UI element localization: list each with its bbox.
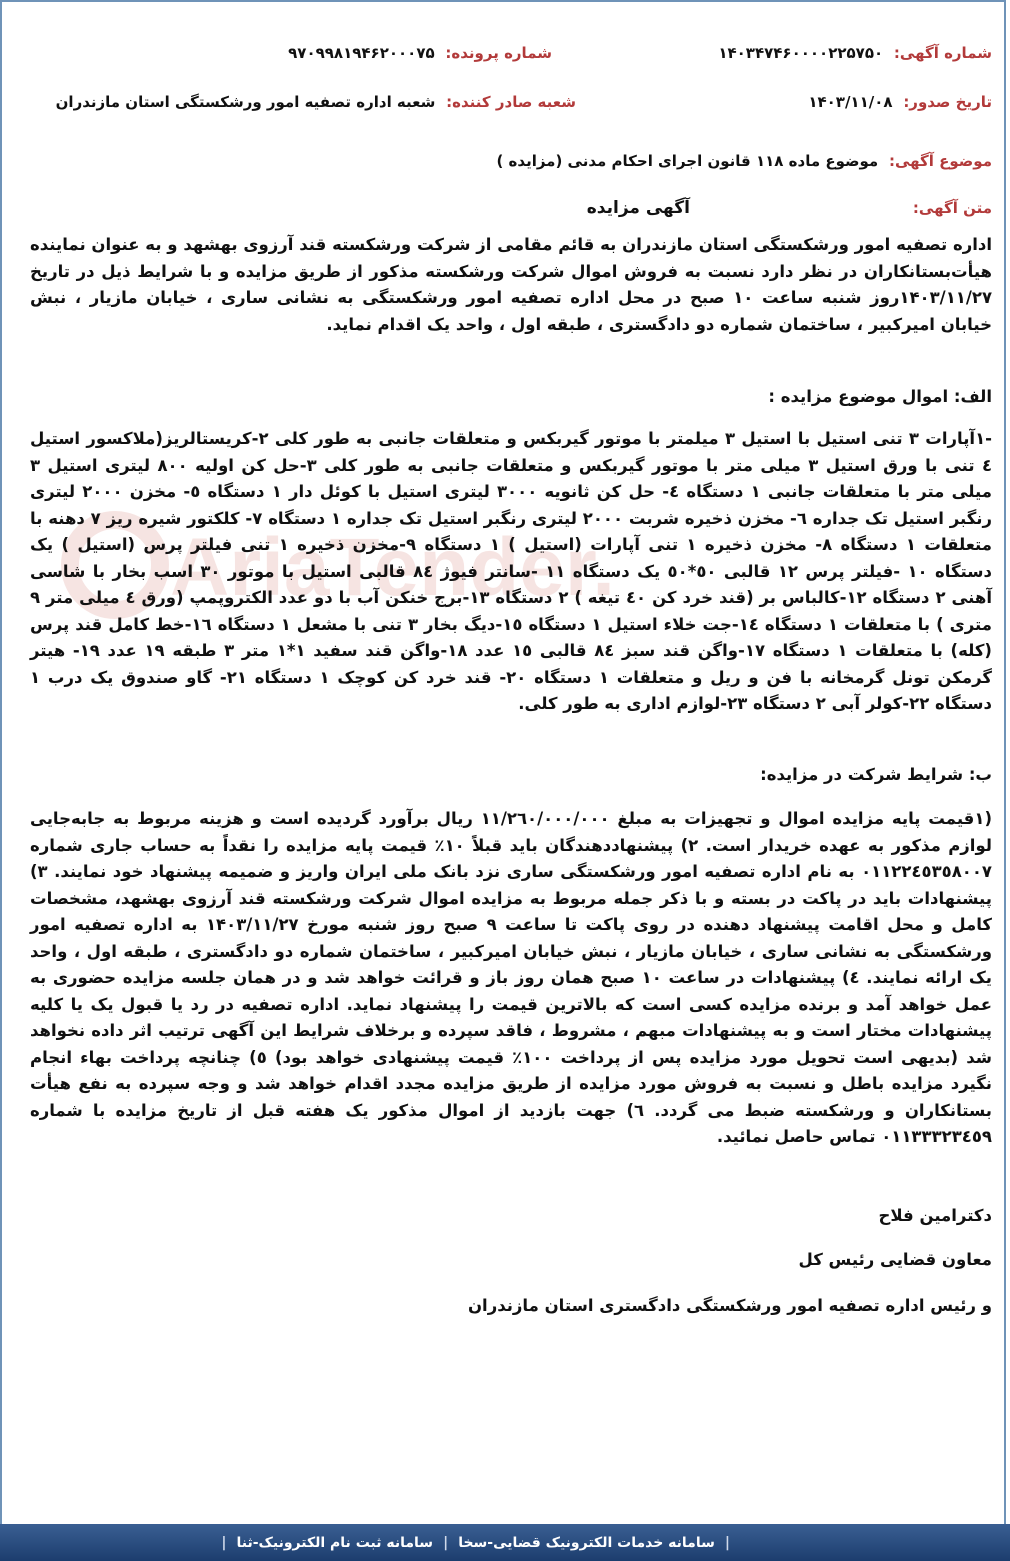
signature-position-2: و رئیس اداره تصفیه امور ورشکستگی دادگستری استان مازندران xyxy=(467,1296,992,1315)
section-a-title: الف: اموال موضوع مزایده : xyxy=(768,387,992,406)
issue-date-row xyxy=(808,93,992,111)
footer-bar: | سامانه خدمات الکترونیک قضایی-سخا | سامانه ثبت نام الکترونیک-ثنا | xyxy=(0,1524,1010,1561)
notice-number: ۱۴۰۳۴۷۴۶۰۰۰۰۲۲۵۷۵۰ xyxy=(718,44,884,62)
subject: موضوع ماده ۱۱۸ قانون اجرای احکام مدنی (مزایده ) xyxy=(496,152,879,170)
text-label-row xyxy=(907,199,992,217)
issuer: شعبه اداره تصفیه امور ورشکستگی استان مازندران xyxy=(55,93,436,111)
signature-position-1: معاون قضایی رئیس کل xyxy=(798,1250,992,1269)
issuer-row xyxy=(56,93,576,111)
footer-link-sakha[interactable]: سامانه خدمات الکترونیک قضایی-سخا xyxy=(458,1534,715,1551)
case-number: ۹۷۰۹۹۸۱۹۴۶۲۰۰۰۷۵ xyxy=(288,44,435,62)
notice-number-row xyxy=(718,44,992,62)
notice-number-label: شماره آگهی: xyxy=(893,44,992,62)
notice-title: آگهی مزایده xyxy=(586,198,690,218)
issuer-label: شعبه صادر کننده: xyxy=(446,93,576,111)
intro-paragraph: اداره تصفیه امور ورشکستگی استان مازندران به قائم مقامی از شرکت ورشکسته قند آرزوی بهشهد و به عنوان نماینده هیأت‌بستانکاران در نظر دارد نسبت به فروش اموال شرکت ورشکسته مذکور از طریق مزایده و با شرایط ذیل در تاریخ ۱۴۰۳/۱۱/۲۷روز شنبه ساعت ۱۰ صبح در محل اداره تصفیه امور ورشکستگی به نشانی ساری ، خیابان مازیار ، نبش خیابان امیرکبیر ، ساختمان شماره دو دادگستری ، طبقه اول ، واحد یک اقدام نماید. xyxy=(30,235,993,334)
subject-label: موضوع آگهی: xyxy=(888,152,992,170)
section-b-title: ب: شرایط شرکت در مزایده: xyxy=(760,765,992,784)
footer-link-sana[interactable]: سامانه ثبت نام الکترونیک-ثنا xyxy=(236,1534,434,1551)
case-number-label: شماره پرونده: xyxy=(445,44,552,62)
section-a-items: -۱آپارات ۳ تنی استیل با استیل ۳ میلمتر با موتور گیربکس و متعلقات جانبی به طور کلی ۲-کریستالریز(ملاکسور استیل ٤ تنی با ورق استیل ۳ میلی متر با موتور گیربکس و متعلقات جانبی به طور کلی ۳-حل کن اولیه ۸۰۰ لیتری استیل ۳ میلی متر با متعلقات جانبی ۱ دستگاه ٤- حل کن ثانویه ۳۰۰۰ لیتری استیل با کوئل دار ۱ دستگاه ٥- مخزن ۲۰۰۰ لیتری رنگبر استیل تک جداره ٦- مخزن ذخیره شربت ۲۰۰۰ لیتری رنگبر استیل تک جداره ۱ دستگاه ۷- کلکتور شیره ریز ۷ دهنه با متعلقات ۱ دستگاه ۸- مخزن ذخیره ۱ تنی آپارات (استیل ) ۱ دستگاه ۹-مخزن ذخیره ۱ تنی فیلتر پرس (استیل ) یک دستگاه ۱۰ -فیلتر پرس ۱۲ قالبی ٥٠*٥٠ یک دستگاه ۱۱ -سانتر فیوژ ۸٤ قالبی استیل با موتور ۳۰ اسب بخار با شاسی آهنی ۲ دستگاه ۱۲-کالباس بر (قند خرد کن ٤٠ تیغه ) ۲ دستگاه ۱۳-برج خنکن آب با دو عدد الکتروپمپ (ورق ٤ میلی متر ۹ متری ) با متعلقات ۱ دستگاه ۱٤-جت خلاء استیل ۱ دستگاه ۱٥-دیگ بخار ۳ تنی با مشعل ۱ دستگاه ۱٦-خط کامل قند پرس (کله) با متعلقات ۱ دستگاه ۱۷-واگن قند سبز ۸٤ قالبی ۱٥ عدد ۱۸-واگن قند سفید ۱*۱ متر ۳ طبقه ۱۹ عدد ۱۹- هیتر گرمکن تونل گرمخانه با فن و ریل و متعلقات ۱ دستگاه ۲۰- قند خرد کن کوچک ۱ دستگاه ۲۱- گاو صندوق یک درب ۱ دستگاه ۲۲-کولر آبی ۲ دستگاه ۲۳-لوازم اداری به طور کلی. xyxy=(30,429,993,713)
section-b-conditions: (۱قیمت پایه مزایده اموال و تجهیزات به مبلغ ۱۱/۲٦۰/۰۰۰/۰۰۰ ریال برآورد گردیده است و هزینه مربوط به جابه‌جایی لوازم مذکور به عهده خریدار است. ۲) پیشنهاددهندگان باید قبلاً ۱۰٪ قیمت پایه مزایده را نقداً به حساب جاری شماره ۰۱۱۲۲٤٥۳٥۸۰۰۷ به نام اداره تصفیه امور ورشکستگی ساری نزد بانک ملی ایران واریز و ضمیمه پیشنهاد خود نمایند. ۳) پیشنهادات باید در پاکت در بسته و با ذکر جمله مربوط به مزایده اموال شرکت ورشکسته قند آرزوی بهشهد، مشخصات کامل و محل اقامت پیشنهاد دهنده در روی پاکت تا ساعت ۹ صبح روز شنبه مورخ ۱۴۰۳/۱۱/۲۷ به اداره تصفیه امور ورشکستگی به نشانی ساری ، خیابان مازیار ، نبش خیابان امیرکبیر ، ساختمان شماره دو دادگستری ، طبقه اول ، واحد یک ارائه نمایند. ٤) پیشنهادات در ساعت ۱۰ صبح همان روز باز و قرائت خواهد شد و در همان جلسه مزایده حضوری به عمل خواهد آمد و برنده مزایده کسی است که بالاترین قیمت را پیشنهاد نماید. اداره تصفیه در رد یا قبول یک یا کلیه پیشنهادات مختار است و به پیشنهادات مبهم ، مشروط ، فاقد سپرده و برخلاف شرایط این آگهی ترتیب اثر داده نخواهد شد (بدیهی است تحویل مورد مزایده پس از پرداخت ۱۰۰٪ قیمت پیشنهادی خواهد بود) ٥) چنانچه پرداخت بهاء انجام نگیرد مزایده باطل و نسبت به فروش مورد مزایده از طریق مزایده مجدد اقدام خواهد شد و وجه سپرده به نفع هیأت بستانکاران و ورشکسته ضبط می گردد. ٦) جهت بازدید از اموال مذکور یک هفته قبل از تاریخ مزایده با شماره ۰۱۱۳۳۳۲۳٤٥۹ تماس حاصل نمائید. xyxy=(30,809,992,1146)
signature-name: دکترامین فلاح xyxy=(878,1206,992,1225)
text-label: متن آگهی: xyxy=(912,199,992,217)
issue-date-label: تاریخ صدور: xyxy=(903,93,992,111)
case-number-row xyxy=(288,44,552,62)
subject-row xyxy=(496,152,992,170)
issue-date: ۱۴۰۳/۱۱/۰۸ xyxy=(808,93,893,111)
